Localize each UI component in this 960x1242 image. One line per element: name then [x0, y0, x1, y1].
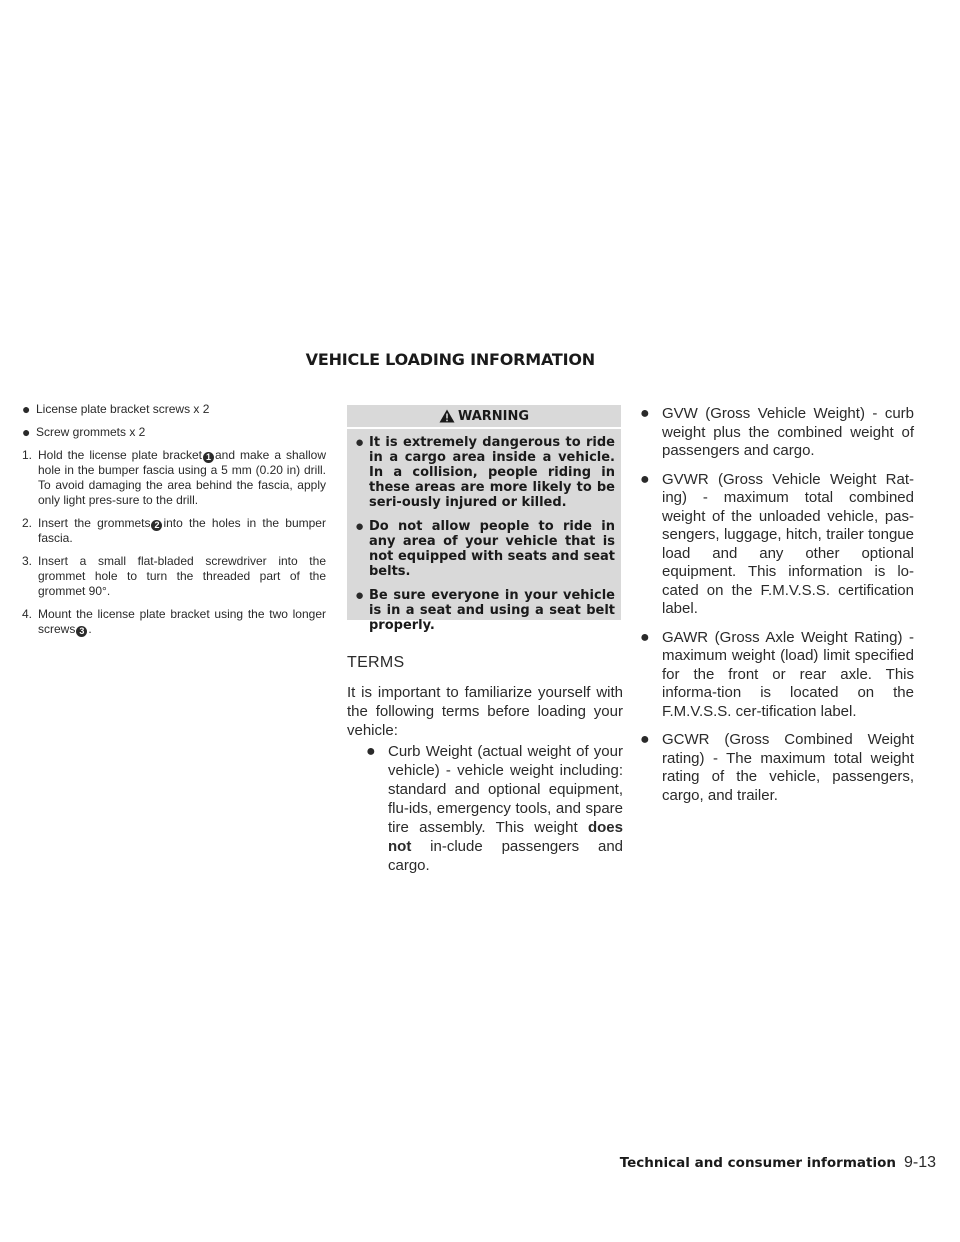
list-item: ● GVW (Gross Vehicle Weight) - curb weight plus the combined weight of passengers and cargo.	[640, 405, 914, 459]
warning-box	[347, 405, 621, 633]
warning-triangle-icon	[439, 409, 455, 423]
terms-list	[366, 742, 623, 885]
list-item: ● GVWR (Gross Vehicle Weight Rat-ing) - maximum total combined weight of the unloaded vehicle, pas-sengers, luggage, hitch, trailer tongue load and any other optional equipment. This information is lo-cated on the F.M.V.S.S. certification label.	[640, 470, 914, 617]
terms-heading: TERMS	[347, 654, 405, 671]
bullet-icon: ●	[355, 518, 365, 535]
callout-marker-icon: 3	[76, 626, 87, 637]
callout-marker-icon: 1	[203, 452, 214, 463]
footer-section-title: Technical and consumer information	[619, 1155, 896, 1171]
callout-marker-icon: 2	[151, 520, 162, 531]
list-item: ● License plate bracket screws x 2	[22, 401, 210, 417]
step-item: 4. Mount the license plate bracket using the two longer screws 3 .	[22, 607, 326, 636]
page-footer	[620, 1154, 936, 1172]
bullet-icon: ●	[366, 743, 376, 760]
warning-item: ● Be sure everyone in your vehicle is in a seat and using a seat belt properly.	[355, 587, 615, 633]
bullet-icon: ●	[355, 434, 365, 451]
definitions-column	[640, 405, 914, 815]
step-item: 1. Hold the license plate bracket 1 and make a shallow hole in the bumper fascia using a 5 mm (0.20 in) drill. To avoid damaging the area behind the fascia, apply only light pres-sure to the drill.	[22, 448, 326, 507]
list-item: ● Screw grommets x 2	[22, 424, 146, 440]
step-item: 2. Insert the grommets 2 into the holes in the bumper fascia.	[22, 516, 326, 545]
warning-item: ● Do not allow people to ride in any area of your vehicle that is not equipped with seats and seat belts.	[355, 518, 615, 579]
section-title: VEHICLE LOADING INFORMATION	[305, 350, 595, 369]
bullet-icon: ●	[640, 628, 650, 646]
terms-intro: It is important to familiarize yourself with the following terms before loading your vehicle:	[347, 684, 623, 739]
bullet-icon: ●	[640, 405, 650, 422]
bullet-icon: ●	[355, 587, 365, 604]
list-item: ● GAWR (Gross Axle Weight Rating) - maximum weight (load) limit specified for the front or rear axle. This informa-tion is located on the F.M.V.S.S. cer-tification label.	[640, 628, 914, 720]
list-item: ● Curb Weight (actual weight of your vehicle) - vehicle weight including: standard and optional equipment, flu-ids, emergency tools, and spare tire assembly. This weight does not in-clude passengers and cargo.	[366, 743, 623, 874]
warning-header: WARNING	[347, 405, 621, 429]
installation-column	[22, 402, 326, 645]
bullet-icon: ●	[22, 424, 31, 440]
bullet-icon: ●	[22, 401, 31, 417]
bullet-icon: ●	[640, 470, 650, 488]
list-item: ● GCWR (Gross Combined Weight rating) - The maximum total weight rating of the vehicle, passengers, cargo, and trailer.	[640, 731, 914, 804]
page-number: 9-13	[903, 1154, 936, 1171]
step-item: 3. Insert a small flat-bladed screwdriver into the grommet hole to turn the threaded part of the grommet 90°.	[22, 554, 326, 598]
bullet-icon: ●	[640, 731, 650, 748]
warning-item: ● It is extremely dangerous to ride in a cargo area inside a vehicle. In a collision, people riding in these areas are more likely to be seri-ously injured or killed.	[355, 434, 615, 510]
